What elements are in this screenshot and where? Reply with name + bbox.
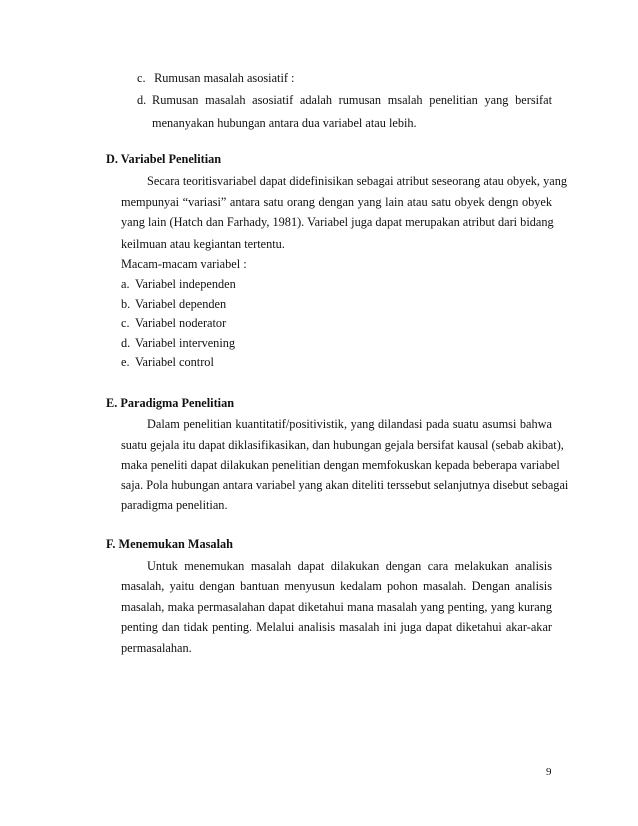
list-item (121, 276, 236, 292)
list-item (121, 335, 235, 351)
list-item-c (137, 70, 294, 86)
paragraph-line: maka peneliti dapat dilakukan penelitian dengan memfokuskan kepada beberapa variabel (121, 458, 560, 472)
list-marker: c. (137, 71, 146, 85)
list-text-line: menanyakan hubungan antara dua variabel atau lebih. (152, 116, 417, 130)
paragraph-line: paradigma penelitian. (121, 498, 228, 512)
paragraph-line: Secara teoritisvariabel dapat didefinisikan sebagai atribut seseorang atau obyek, yang (147, 174, 567, 188)
list-item (121, 296, 226, 312)
paragraph-line: permasalahan. (121, 641, 192, 655)
list-text: Variabel control (135, 355, 214, 369)
page-number: 9 (546, 766, 552, 778)
paragraph-line: yang lain (Hatch dan Farhady, 1981). Variabel juga dapat merupakan atribut dari bidang (121, 215, 554, 229)
list-text: Variabel dependen (135, 297, 227, 311)
paragraph-line: keilmuan atau kegiantan tertentu. (121, 237, 285, 251)
list-text: Rumusan masalah asosiatif : (154, 71, 295, 85)
list-text: Variabel noderator (135, 316, 227, 330)
list-marker: b. (121, 297, 131, 311)
paragraph-line: Untuk menemukan masalah dapat dilakukan dengan cara melakukan analisis (147, 559, 552, 573)
list-item (121, 315, 226, 331)
list-marker: c. (121, 316, 130, 330)
paragraph-line: saja. Pola hubungan antara variabel yang akan diteliti terssebut selanjutnya disebut sebagai (121, 478, 569, 492)
list-marker: e. (121, 355, 130, 369)
section-heading-f: F. Menemukan Masalah (106, 537, 233, 551)
paragraph-line: penting dan tidak penting. Melalui analisis masalah ini juga dapat diketahui akar-akar (121, 620, 552, 634)
list-marker: d. (121, 336, 131, 350)
list-intro: Macam-macam variabel : (121, 257, 247, 271)
paragraph-line: masalah, yaitu dengan bantuan menyusun kedalam pohon masalah. Dengan analisis (121, 579, 552, 593)
paragraph-line: suatu gejala itu dapat diklasifikasikan, dan hubungan gejala bersifat kausal (sebab akibat), (121, 438, 564, 452)
list-text-line: Rumusan masalah asosiatif adalah rumusan msalah penelitian yang bersifat (152, 93, 552, 107)
section-heading-e: E. Paradigma Penelitian (106, 396, 235, 410)
section-heading-d: D. Variabel Penelitian (106, 152, 222, 166)
list-marker: a. (121, 277, 130, 291)
paragraph-line: masalah, maka permasalahan dapat diketahui mana masalah yang penting, yang kurang (121, 600, 552, 614)
paragraph-line: mempunyai “variasi” antara satu orang dengan yang lain atau satu obyek dengn obyek (121, 195, 552, 209)
list-text: Variabel intervening (135, 336, 236, 350)
list-item (121, 354, 214, 370)
list-text: Variabel independen (135, 277, 236, 291)
paragraph-line: Dalam penelitian kuantitatif/positivistik, yang dilandasi pada suatu asumsi bahwa (147, 417, 552, 431)
list-marker: d. (137, 93, 147, 107)
